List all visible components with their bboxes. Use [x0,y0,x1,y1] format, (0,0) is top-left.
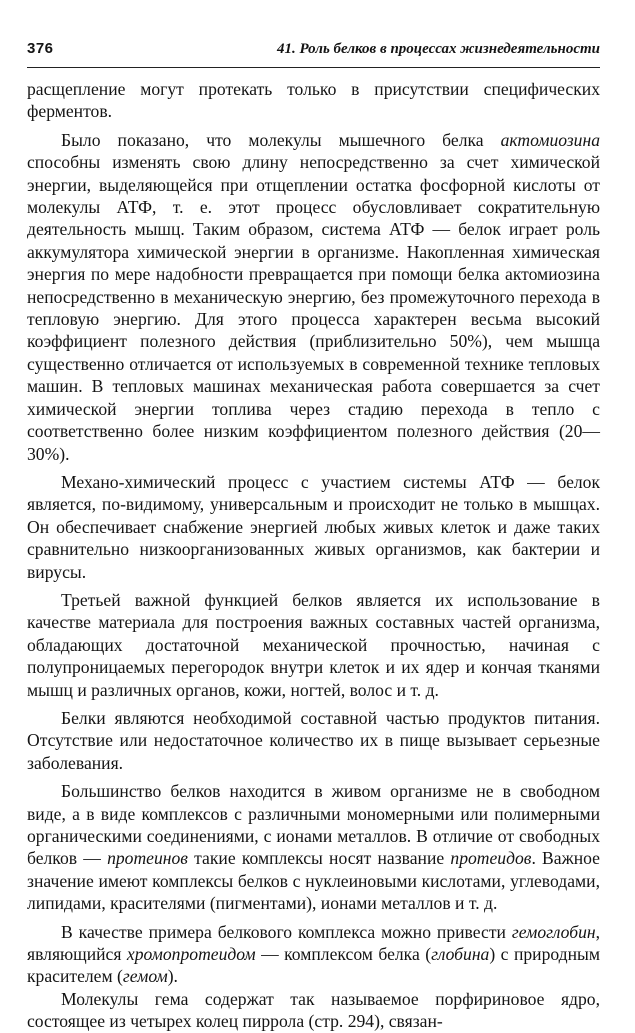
term-chromoproteid: хромопротеидом [126,944,256,965]
paragraph-text: Механо-химический процесс с участием системы АТФ — белок является, по-видимому, универсальным и происходит не только в мышцах. Он обеспечивает снабжение энергией любых живых клеток и даже таких сравнительно низкоорганизованных живых организмов, как бактерии и вирусы. [27,471,600,582]
term-heme: гемом [122,966,168,987]
book-page [27,40,600,1033]
paragraph-mechanochemical [27,471,600,583]
paragraph-complexes [27,780,600,914]
term-globin: глобина [431,944,490,965]
paragraph-text: Было показано, что молекулы мышечного белка [61,129,501,150]
paragraph-actomyosin [27,129,600,465]
paragraph-continuation [27,78,600,123]
paragraph-text: ). [167,966,178,987]
paragraph-text: Молекулы гема содержат так называемое порфириновое ядро, состоящее из четырех колец пиррола (стр. 294), связан- [27,988,600,1032]
paragraph-text: — комплексом белка ( [255,944,432,965]
paragraph-heme-molecules [27,988,600,1033]
running-header [27,40,600,68]
paragraph-text: ) с природным красителем ( [27,944,600,987]
paragraph-text: такие комплексы носят название [187,848,451,869]
paragraph-structural-function [27,589,600,701]
paragraph-text: Третьей важной функцией белков является их использование в качестве материала для построения важных составных частей организма, обладающих достаточной механической прочностью, начиная с полупроницаемых перегородок внутри клеток и их ядер и кончая тканями мышц и различных органов, кожи, ногтей, волос и т. д. [27,589,600,700]
term-actomyosin: актомиозина [500,129,600,150]
paragraph-hemoglobin [27,921,600,988]
paragraph-nutrition [27,707,600,774]
term-hemoglobin: гемоглобин [511,921,596,942]
page-number: 376 [27,40,54,57]
term-proteins: протеинов [107,848,188,869]
paragraph-text: , являющийся [27,921,600,965]
paragraph-text: расщепление могут протекать только в присутствии специфических ферментов. [27,79,600,122]
chapter-title: 41. Роль белков в процессах жизнедеятельности [277,41,600,57]
paragraph-text: способны изменять свою длину непосредственно за счет химической энергии, выделяющейся при отщеплении остатка фосфорной кислоты от молекулы АТФ, т. е. этот процесс обусловливает сократительную деятельность мышц. Таким образом, система АТФ — белок играет роль аккумулятора химической энергии в организме. Накопленная химическая энергия по мере надобности превращается при помощи белка актомиозина непосредственно в механическую энергию, без промежуточного перехода в тепловую энергию. Для этого процесса характерен весьма высокий коэффициент полезного действия (приблизительно 50%), чем мышца существенно отличается от используемых в современной технике тепловых машин. В тепловых машинах механическая работа совершается за счет химической энергии топлива через стадию перехода в тепло с соответственно более низким коэффициентом полезного действия (20—30%). [27,152,600,464]
paragraph-text: Большинство белков находится в живом организме не в свободном виде, а в виде комплексов с различными мономерными или полимерными органическими соединениями, с ионами металлов. В отличие от свободных белков — [27,781,600,869]
paragraph-text: В качестве примера белкового комплекса можно привести [61,921,512,942]
paragraph-text: . Важное значение имеют комплексы белков с нуклеиновыми кислотами, углеводами, липидами, красителями (пигментами), ионами металлов и т. д. [27,848,600,914]
paragraph-text: Белки являются необходимой составной частью продуктов питания. Отсутствие или недостаточное количество их в пище вызывает серьезные заболевания. [27,707,600,773]
term-proteids: протеидов [450,848,532,869]
